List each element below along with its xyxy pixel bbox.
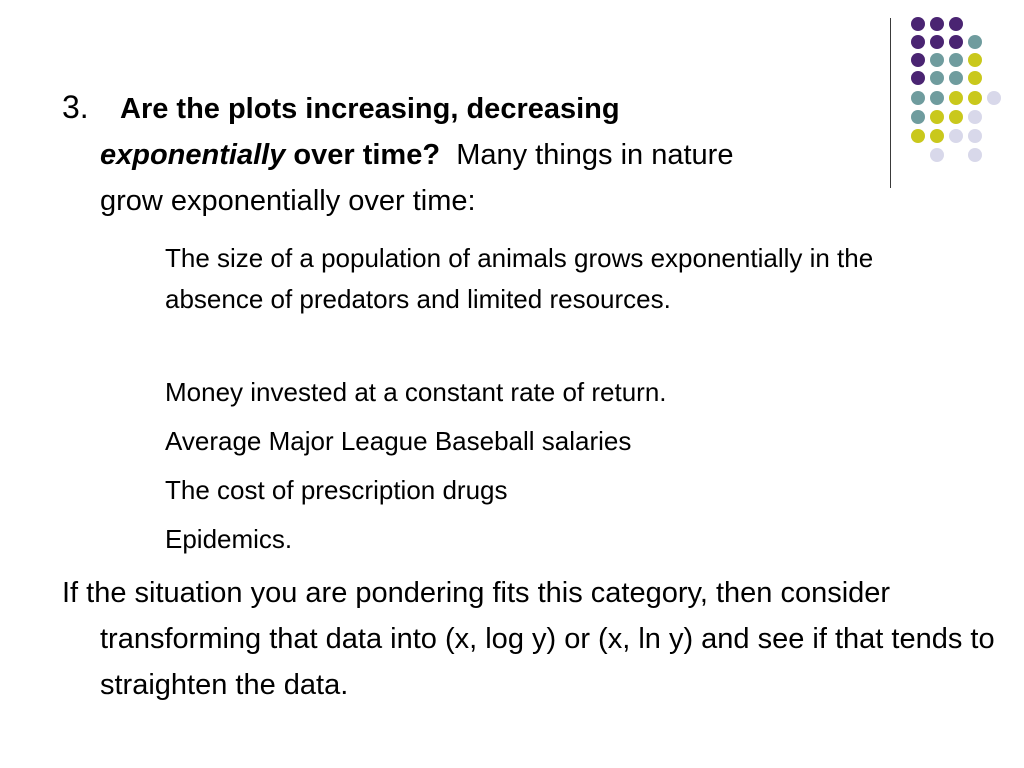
decorative-dot [949,91,963,105]
decorative-dot [949,35,963,49]
slide-heading [62,84,902,224]
decorative-dot [949,129,963,143]
decorative-dot [968,53,982,67]
decorative-dot [930,148,944,162]
example-item: Average Major League Baseball salaries [165,426,632,456]
decorative-dot [930,71,944,85]
heading-bold-tail: over time? [293,139,441,171]
decorative-dot [949,17,963,31]
decorative-dot [911,91,925,105]
heading-rest-line2: grow exponentially over time: [100,185,476,217]
heading-rest-line1: Many things in nature [456,139,734,171]
decorative-dot [911,35,925,49]
decorative-dot [911,17,925,31]
decorative-dot [911,129,925,143]
example-item: The cost of prescription drugs [165,475,508,505]
decorative-dot [968,110,982,124]
decorative-dot [930,129,944,143]
example-item: The size of a population of animals grows exponentially in the absence of predators and limited resources. [165,243,874,314]
heading-emphasis: exponentially [100,139,286,171]
decorative-dot [930,91,944,105]
decorative-dot [968,129,982,143]
decorative-dot [930,53,944,67]
decorative-dot [968,148,982,162]
decorative-dot [911,71,925,85]
decorative-dot [911,53,925,67]
decorative-dot [987,91,1001,105]
conclusion-paragraph: If the situation you are pondering fits this category, then consider transforming that data into (x, log y) or (x, ln y) and see if that tends to straighten the data. [62,577,995,701]
decorative-dot [930,35,944,49]
decorative-dot [949,110,963,124]
decorative-dot [949,71,963,85]
heading-bold-lead: Are the plots increasing, decreasing [120,93,620,125]
decorative-dot [911,110,925,124]
decorative-dot [968,71,982,85]
example-item: Money invested at a constant rate of return. [165,377,667,407]
decorative-dot [930,17,944,31]
example-item: Epidemics. [165,524,293,554]
decorative-dot [968,35,982,49]
decorative-dot [930,110,944,124]
decorative-dot [968,91,982,105]
decorative-dot [949,53,963,67]
item-number: 3. [62,89,89,125]
